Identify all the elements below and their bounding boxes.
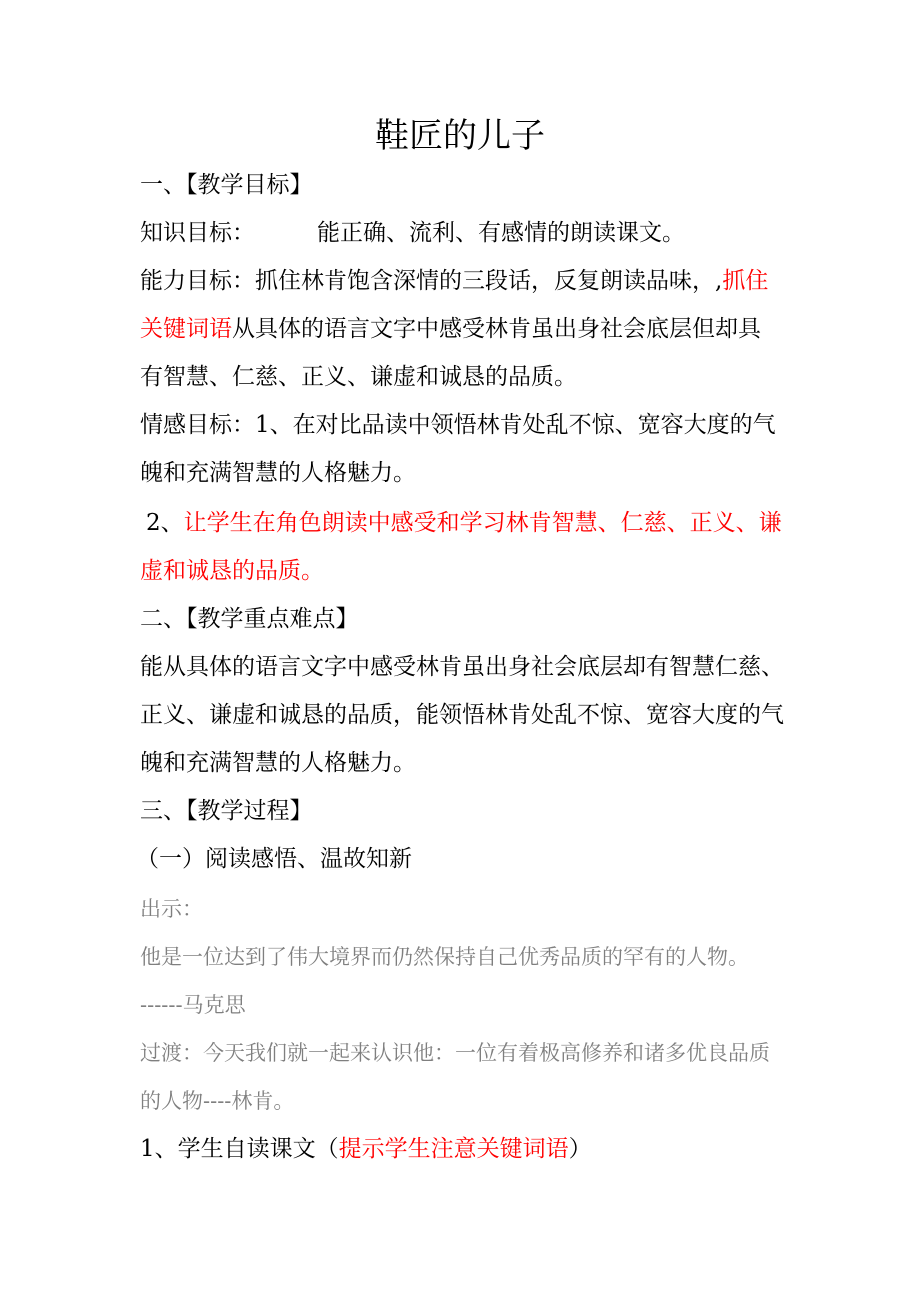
key-points-line3: 魄和充满智慧的人格魅力。	[140, 750, 416, 776]
ability-goal-highlight2: 关键词语	[140, 316, 232, 342]
ability-goal-text1: 能力目标：抓住林肯饱含深情的三段话，反复朗读品味，,	[140, 268, 723, 294]
ability-goal-line2	[140, 312, 761, 346]
section2-heading: 二、【教学重点难点】	[140, 606, 359, 632]
section1-heading: 一、【教学目标】	[140, 172, 313, 198]
emotion-goal2-line2: 虚和诚恳的品质。	[140, 558, 324, 584]
emotion-goal2-text1: 让学生在角色朗读中感受和学习林肯智慧、仁慈、正义、谦	[183, 510, 782, 536]
transition-line1: 过渡：今天我们就一起来认识他：一位有着极高修养和诸多优良品质	[140, 1041, 770, 1065]
ability-goal-line3: 有智慧、仁慈、正义、谦虚和诚恳的品质。	[140, 364, 577, 390]
transition-line2: 的人物----林肯。	[140, 1089, 295, 1113]
ability-goal-highlight1: 抓住	[722, 268, 769, 294]
step1	[140, 1132, 592, 1166]
emotion-goal2-prefix: 2、	[146, 510, 184, 536]
emotion-goal-line1: 情感目标：1、在对比品读中领悟林肯处乱不惊、宽容大度的气	[140, 412, 776, 438]
knowledge-goal-label: 知识目标：	[140, 220, 255, 246]
ability-goal-text2: 从具体的语言文字中感受林肯虽出身社会底层但却具	[232, 316, 761, 342]
key-points-line1: 能从具体的语言文字中感受林肯虽出身社会底层却有智慧仁慈、	[140, 654, 784, 680]
section3-heading: 三、【教学过程】	[140, 798, 313, 824]
emotion-goal2-line1	[146, 506, 782, 540]
subsection1-heading: （一）阅读感悟、温故知新	[136, 846, 412, 872]
emotion-goal-line2: 魄和充满智慧的人格魅力。	[140, 460, 416, 486]
step1-close: ）	[568, 1136, 592, 1162]
quote-author: ------马克思	[140, 993, 246, 1017]
knowledge-goal	[140, 216, 685, 250]
step1-hint: 提示学生注意关键词语	[338, 1136, 569, 1162]
show-label: 出示：	[140, 897, 203, 921]
document-title: 鞋匠的儿子	[375, 116, 545, 156]
step1-text: 1、学生自读课文（	[140, 1136, 339, 1162]
ability-goal-line1	[140, 264, 768, 298]
marx-quote: 他是一位达到了伟大境界而仍然保持自己优秀品质的罕有的人物。	[140, 945, 749, 969]
key-points-line2: 正义、谦虚和诚恳的品质，能领悟林肯处乱不惊、宽容大度的气	[140, 702, 784, 728]
knowledge-goal-text: 能正确、流利、有感情的朗读课文。	[317, 220, 685, 246]
